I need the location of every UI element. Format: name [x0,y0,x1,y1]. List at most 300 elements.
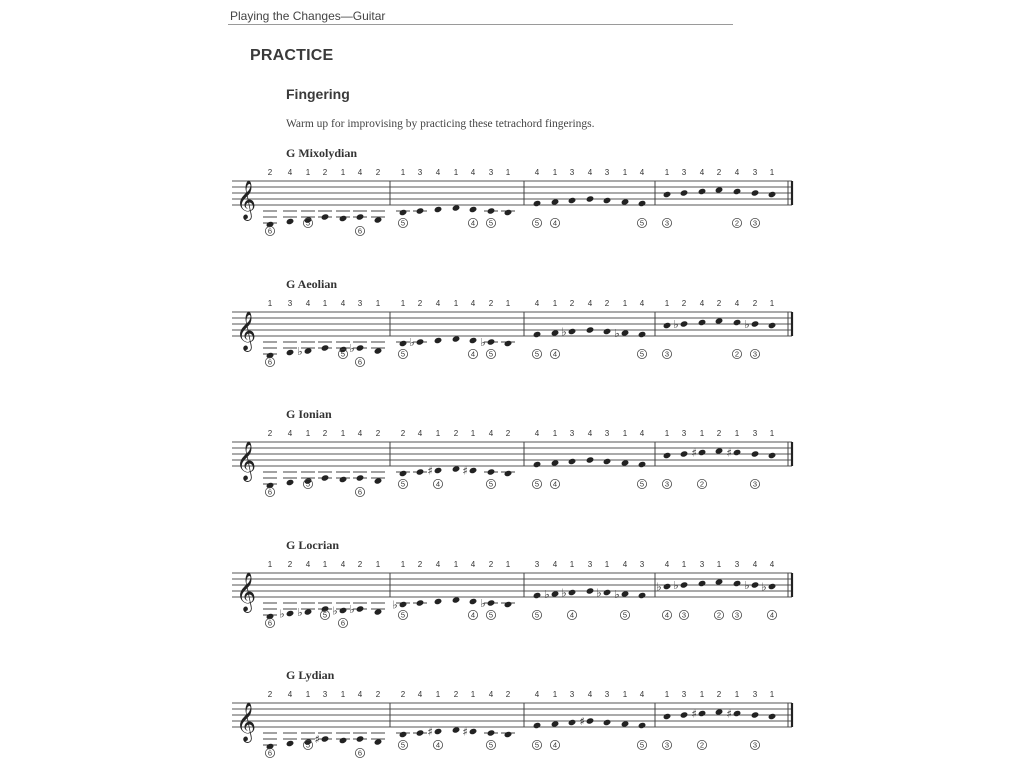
sharp-icon: ♯ [726,707,732,721]
scale-title: G Ionian [286,407,332,421]
finger-number: 4 [435,560,441,569]
finger-number: 2 [322,429,328,438]
finger-number: 3 [604,168,610,177]
finger-number: 1 [305,168,311,177]
note-head [487,468,496,475]
finger-number: 4 [357,429,363,438]
finger-number: 1 [552,299,558,308]
finger-number: 1 [769,299,775,308]
note-head [339,737,348,744]
note-head [399,340,408,347]
finger-number: 1 [435,429,441,438]
string-number: 4 [470,349,476,359]
finger-number: 3 [569,168,575,177]
finger-number: 4 [769,560,775,569]
string-number: 5 [400,610,406,620]
note-head [733,319,742,326]
string-number: 5 [639,740,645,750]
note-head [399,470,408,477]
note-head [751,450,760,457]
flat-icon: ♭ [480,336,486,349]
note-head [416,207,425,214]
string-number: 5 [534,349,540,359]
finger-number: 1 [305,429,311,438]
intro-text: Warm up for improvising by practicing these tetrachord fingerings. [286,118,595,130]
note-head [568,719,577,726]
finger-number: 3 [681,168,687,177]
finger-number: 1 [340,429,346,438]
note-head [286,349,295,356]
finger-number: 1 [453,299,459,308]
finger-number: 1 [267,299,273,308]
flat-icon: ♭ [673,318,679,331]
string-number: 5 [400,349,406,359]
note-head [416,729,425,736]
finger-number: 4 [622,560,628,569]
treble-clef-icon: 𝄞 [236,441,257,481]
finger-number: 4 [734,168,740,177]
note-head [533,331,542,338]
finger-number: 4 [305,299,311,308]
flat-icon: ♭ [656,580,662,594]
finger-number: 1 [699,429,705,438]
flat-icon: ♭ [279,607,285,621]
string-number: 2 [699,740,705,750]
finger-number: 1 [681,560,687,569]
flat-icon: ♭ [332,604,338,618]
finger-number: 1 [552,690,558,699]
finger-number: 2 [322,168,328,177]
finger-number: 3 [734,560,740,569]
finger-number: 1 [664,429,670,438]
note-head [469,598,478,605]
sharp-icon: ♯ [726,446,732,460]
finger-number: 2 [375,168,381,177]
note-head [768,713,777,720]
finger-number: 2 [375,690,381,699]
string-number: 6 [340,618,346,628]
string-number: 5 [639,479,645,489]
finger-number: 4 [534,299,540,308]
note-head [768,191,777,198]
note-head [663,322,672,329]
treble-clef-icon: 𝄞 [236,311,257,351]
string-number: 5 [534,479,540,489]
finger-number: 4 [664,560,670,569]
flat-icon: ♭ [297,606,303,619]
finger-number: 1 [622,429,628,438]
finger-number: 1 [505,168,511,177]
note-head [663,191,672,198]
finger-number: 1 [470,429,476,438]
string-number: 5 [400,740,406,750]
string-number: 5 [534,610,540,620]
sharp-icon: ♯ [427,464,433,478]
finger-number: 1 [400,168,406,177]
finger-number: 3 [488,168,494,177]
note-head [751,711,760,718]
finger-number: 1 [267,560,273,569]
section-title: PRACTICE [250,47,334,64]
string-number: 4 [435,479,441,489]
treble-clef-icon: 𝄞 [236,702,257,742]
finger-number: 4 [552,560,558,569]
note-head [416,599,425,606]
note-head [751,189,760,196]
finger-number: 4 [340,299,346,308]
finger-number: 4 [699,299,705,308]
note-head [339,215,348,222]
string-number: 6 [267,748,273,758]
note-head [751,320,760,327]
staff-system [228,298,798,368]
string-number: 5 [305,479,311,489]
note-head [469,206,478,213]
note-head [603,458,612,465]
note-head [504,601,513,608]
string-number: 6 [357,487,363,497]
finger-number: 2 [488,560,494,569]
scale-title: G Mixolydian [286,146,358,160]
note-head [568,589,577,596]
note-head [286,740,295,747]
string-number: 2 [734,218,740,228]
note-head [568,197,577,204]
string-number: 6 [357,748,363,758]
note-head [416,338,425,345]
note-head [698,710,707,717]
finger-number: 1 [769,690,775,699]
note-head [638,722,647,729]
finger-number: 2 [752,299,758,308]
note-head [568,458,577,465]
finger-number: 2 [505,690,511,699]
finger-number: 1 [699,690,705,699]
note-head [339,607,348,614]
string-number: 5 [534,740,540,750]
string-number: 3 [752,218,758,228]
sharp-icon: ♯ [314,733,320,746]
finger-number: 3 [604,429,610,438]
finger-number: 2 [417,299,423,308]
note-head [698,449,707,456]
note-head [469,728,478,735]
note-head [586,195,595,202]
note-head [434,337,443,344]
finger-number: 4 [534,168,540,177]
sharp-icon: ♯ [579,715,585,728]
string-number: 3 [752,349,758,359]
finger-number: 1 [375,560,381,569]
note-head [751,581,760,588]
finger-number: 2 [453,429,459,438]
flat-icon: ♭ [392,598,398,612]
note-head [733,188,742,195]
note-head [434,598,443,605]
string-number: 2 [699,479,705,489]
note-head [487,207,496,214]
finger-number: 2 [267,168,273,177]
string-number: 5 [534,218,540,228]
header-rule [228,24,733,25]
finger-number: 1 [505,299,511,308]
staff-system [228,428,798,498]
finger-number: 1 [552,429,558,438]
note-head [434,467,443,474]
note-head [533,461,542,468]
finger-number: 3 [699,560,705,569]
treble-clef-icon: 𝄞 [236,572,257,612]
note-head [586,587,595,594]
string-number: 4 [664,610,670,620]
note-head [533,592,542,599]
finger-number: 1 [622,690,628,699]
finger-number: 2 [681,299,687,308]
flat-icon: ♭ [596,586,602,600]
flat-icon: ♭ [544,588,550,601]
finger-number: 4 [639,690,645,699]
note-head [680,189,689,196]
string-number: 3 [664,740,670,750]
string-number: 5 [400,218,406,228]
finger-number: 2 [417,560,423,569]
finger-number: 3 [322,690,328,699]
finger-number: 3 [681,690,687,699]
flat-icon: ♭ [761,580,767,594]
finger-number: 4 [587,168,593,177]
finger-number: 4 [534,690,540,699]
finger-number: 3 [569,690,575,699]
finger-number: 4 [587,429,593,438]
note-head [434,206,443,213]
string-number: 5 [639,218,645,228]
note-head [733,710,742,717]
finger-number: 1 [664,299,670,308]
flat-icon: ♭ [744,318,750,331]
note-head [356,344,365,351]
string-number: 5 [622,610,628,620]
note-head [768,583,777,590]
finger-number: 2 [604,299,610,308]
note-head [768,452,777,459]
finger-number: 1 [340,168,346,177]
finger-number: 4 [287,168,293,177]
finger-number: 1 [322,299,328,308]
finger-number: 3 [604,690,610,699]
note-head [504,731,513,738]
note-head [733,449,742,456]
string-number: 4 [552,349,558,359]
finger-number: 1 [340,690,346,699]
finger-number: 3 [417,168,423,177]
note-head [321,213,330,220]
scale-title: G Lydian [286,668,335,682]
sharp-icon: ♯ [691,707,697,721]
string-number: 5 [305,218,311,228]
note-head [399,601,408,608]
string-number: 2 [716,610,722,620]
finger-number: 1 [664,168,670,177]
finger-number: 2 [716,168,722,177]
sharp-icon: ♯ [691,446,697,460]
string-number: 3 [681,610,687,620]
note-head [399,731,408,738]
finger-number: 4 [639,168,645,177]
flat-icon: ♭ [480,597,486,610]
note-head [286,479,295,486]
finger-number: 4 [417,429,423,438]
finger-number: 3 [287,299,293,308]
finger-number: 2 [267,429,273,438]
finger-number: 1 [375,299,381,308]
note-head [698,188,707,195]
finger-number: 4 [435,168,441,177]
note-head [638,331,647,338]
finger-number: 2 [267,690,273,699]
finger-number: 4 [435,299,441,308]
finger-number: 1 [604,560,610,569]
flat-icon: ♭ [561,325,567,339]
finger-number: 2 [453,690,459,699]
finger-number: 1 [453,560,459,569]
note-head [680,450,689,457]
note-head [487,338,496,345]
finger-number: 4 [470,299,476,308]
string-number: 6 [267,226,273,236]
string-number: 5 [488,479,494,489]
finger-number: 4 [639,299,645,308]
finger-number: 4 [587,690,593,699]
sharp-icon: ♯ [462,464,468,478]
string-number: 3 [734,610,740,620]
string-number: 3 [752,740,758,750]
note-head [504,470,513,477]
string-number: 4 [552,740,558,750]
finger-number: 1 [305,690,311,699]
note-head [680,581,689,588]
finger-number: 4 [470,168,476,177]
finger-number: 3 [752,168,758,177]
finger-number: 1 [734,690,740,699]
string-number: 6 [267,487,273,497]
note-head [434,728,443,735]
string-number: 3 [664,349,670,359]
note-head [698,580,707,587]
flat-icon: ♭ [349,342,355,355]
sharp-icon: ♯ [462,725,468,739]
finger-number: 2 [716,690,722,699]
finger-number: 1 [734,429,740,438]
flat-icon: ♭ [614,327,620,340]
string-number: 4 [552,218,558,228]
string-number: 4 [569,610,575,620]
string-number: 5 [488,218,494,228]
finger-number: 2 [357,560,363,569]
note-head [768,322,777,329]
note-head [663,583,672,590]
finger-number: 3 [639,560,645,569]
finger-number: 4 [488,429,494,438]
note-head [469,467,478,474]
note-head [586,717,595,724]
note-head [680,320,689,327]
flat-icon: ♭ [349,603,355,616]
note-head [533,722,542,729]
flat-icon: ♭ [561,586,567,600]
note-head [733,580,742,587]
string-number: 5 [400,479,406,489]
note-head [603,589,612,596]
string-number: 6 [357,357,363,367]
finger-number: 4 [470,560,476,569]
note-head [286,218,295,225]
note-head [487,599,496,606]
subsection-title: Fingering [286,86,350,102]
string-number: 5 [305,740,311,750]
string-number: 6 [267,357,273,367]
finger-number: 4 [357,168,363,177]
note-head [356,213,365,220]
string-number: 3 [664,218,670,228]
finger-number: 1 [622,168,628,177]
string-number: 2 [734,349,740,359]
finger-number: 1 [769,168,775,177]
note-head [321,474,330,481]
finger-number: 1 [400,299,406,308]
finger-number: 4 [287,690,293,699]
finger-number: 1 [505,560,511,569]
note-head [603,197,612,204]
finger-number: 4 [357,690,363,699]
note-head [399,209,408,216]
finger-number: 2 [400,690,406,699]
finger-number: 4 [639,429,645,438]
note-head [663,452,672,459]
finger-number: 3 [752,690,758,699]
note-head [321,735,330,742]
finger-number: 1 [664,690,670,699]
finger-number: 1 [569,560,575,569]
note-head [638,461,647,468]
finger-number: 3 [681,429,687,438]
note-head [339,476,348,483]
string-number: 5 [322,610,328,620]
flat-icon: ♭ [614,588,620,601]
finger-number: 2 [505,429,511,438]
finger-number: 3 [587,560,593,569]
note-head [586,456,595,463]
note-head [321,344,330,351]
note-head [568,328,577,335]
staff-system [228,167,798,237]
finger-number: 4 [340,560,346,569]
sharp-icon: ♯ [427,725,433,739]
string-number: 5 [340,349,346,359]
string-number: 4 [470,610,476,620]
note-head [638,592,647,599]
finger-number: 1 [552,168,558,177]
note-head [416,468,425,475]
note-head [469,337,478,344]
finger-number: 3 [752,429,758,438]
finger-number: 1 [453,168,459,177]
finger-number: 4 [752,560,758,569]
note-head [680,711,689,718]
scale-title: G Locrian [286,538,339,552]
flat-icon: ♭ [673,579,679,592]
finger-number: 3 [357,299,363,308]
finger-number: 4 [287,429,293,438]
